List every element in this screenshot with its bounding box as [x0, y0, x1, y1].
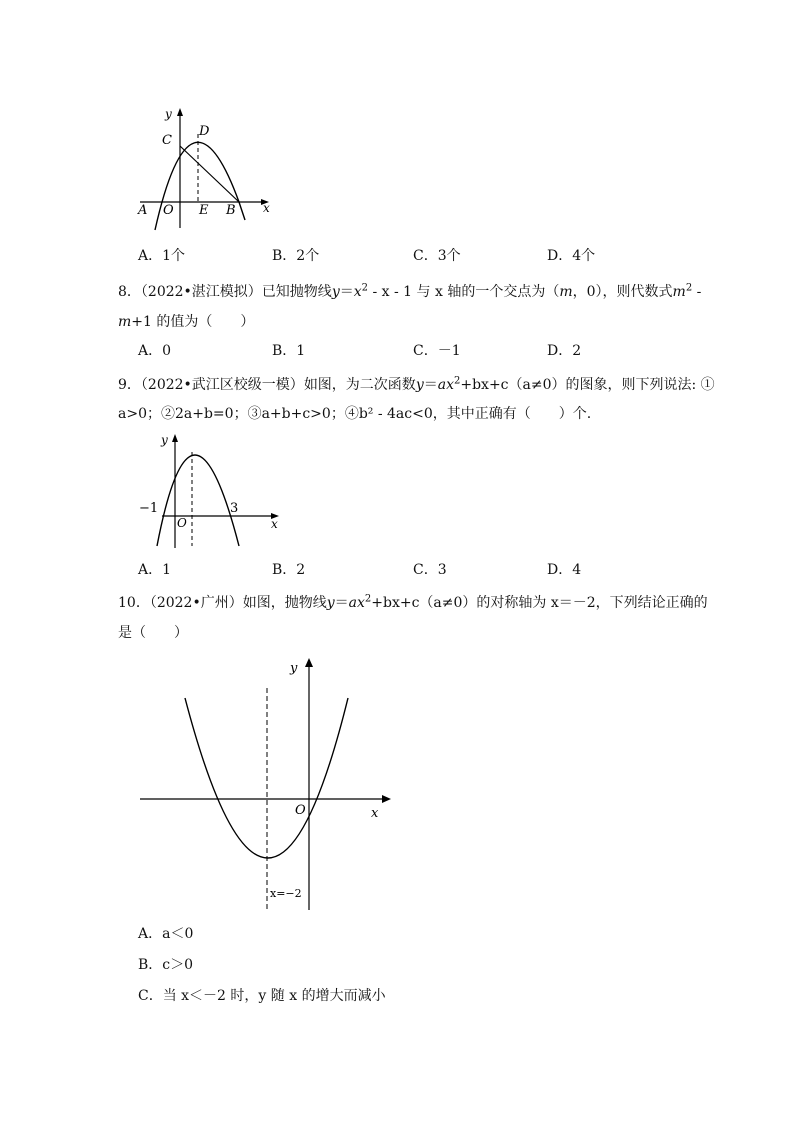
q10-option-c[interactable]: C．当 x＜－2 时，y 随 x 的增大而减小 — [138, 988, 386, 1004]
label-b: B — [226, 203, 236, 218]
q10-sup: 2 — [364, 593, 372, 605]
q8-stem-line1 — [118, 282, 701, 302]
q8-sup: 2 — [361, 282, 369, 294]
label-e: E — [199, 203, 209, 218]
q8-var-y: y — [331, 284, 340, 300]
q8-eq: ＝ — [339, 284, 354, 300]
label-x: x — [271, 517, 278, 531]
label-o: O — [177, 516, 187, 530]
label-o: O — [295, 803, 306, 818]
q10-text: 如图，抛物线 — [242, 595, 327, 611]
q9-option-a[interactable]: A．1 — [138, 562, 172, 578]
q8-eq-rest: - x - 1 与 x 轴的一个交点为（ — [368, 284, 560, 300]
q10-option-a[interactable]: A．a＜0 — [138, 926, 194, 942]
q10-eq: ＝ — [334, 595, 349, 611]
q9-stem-line1 — [118, 375, 715, 395]
q8-sup2: 2 — [685, 282, 693, 294]
q7-option-a[interactable]: A．1个 — [138, 248, 186, 264]
q10-ax: ax — [348, 595, 365, 611]
label-minus1: −1 — [139, 501, 159, 516]
q9-option-b[interactable]: B．2 — [272, 562, 306, 578]
q8-source: （2022•湛江模拟） — [140, 284, 262, 300]
q9-rest: +bx+c（a≠0）的图象，则下列说法: ① — [460, 377, 715, 393]
q8-line2-rest: +1 的值为（ ） — [131, 314, 255, 330]
q7-options — [138, 246, 698, 266]
label-x: x — [371, 806, 379, 821]
q8-option-c[interactable]: C．－1 — [413, 343, 461, 359]
q9-text: 如图，为二次函数 — [303, 377, 416, 393]
figure-q9-parabola — [135, 428, 285, 553]
label-c: C — [162, 133, 172, 148]
y-axis-arrow — [177, 108, 183, 116]
q10-number: 10． — [118, 595, 150, 611]
q8-number: 8． — [118, 284, 141, 300]
label-d: D — [199, 124, 210, 139]
q10-source: （2022•广州） — [149, 595, 243, 611]
label-o: O — [163, 203, 174, 218]
label-y: y — [165, 107, 172, 121]
q9-source: （2022•武江区校级一模） — [140, 377, 304, 393]
q10-rest: +bx+c（a≠0）的对称轴为 x＝－2，下列结论正确的 — [371, 595, 708, 611]
q10-var-y: y — [326, 595, 335, 611]
label-y: y — [161, 433, 168, 447]
q7-option-b[interactable]: B．2个 — [272, 248, 320, 264]
q9-option-d[interactable]: D．4 — [547, 562, 582, 578]
label-a: A — [138, 203, 148, 218]
q9-var-y: y — [415, 377, 424, 393]
label-axis-of-symmetry: x=−2 — [270, 887, 302, 900]
y-axis-arrow — [172, 434, 178, 442]
q8-dash: - — [692, 284, 702, 300]
q9-number: 9． — [118, 377, 141, 393]
label-x: x — [263, 201, 270, 215]
label-three: 3 — [230, 501, 239, 516]
q9-option-c[interactable]: C．3 — [413, 562, 447, 578]
segment-cb — [180, 146, 239, 202]
q8-option-d[interactable]: D．2 — [547, 343, 582, 359]
q10-stem-line1 — [118, 593, 708, 613]
q9-eq: ＝ — [423, 377, 438, 393]
q10-option-b[interactable]: B．c＞0 — [138, 957, 194, 973]
label-y: y — [290, 661, 298, 676]
q9-ax: ax — [437, 377, 454, 393]
q10-stem-line2: 是（ ） — [118, 625, 188, 641]
q9-options — [138, 560, 698, 580]
x-axis-arrow — [382, 795, 391, 803]
parabola-curve — [157, 455, 239, 546]
q8-option-b[interactable]: B．1 — [272, 343, 306, 359]
q8-options — [138, 341, 698, 361]
q8-var-m3: m — [118, 314, 132, 330]
figure-q7-parabola — [135, 100, 285, 235]
q8-var-m2: m — [672, 284, 686, 300]
q9-sup: 2 — [453, 375, 461, 387]
figure-q10-parabola — [135, 650, 400, 912]
q8-text2: ，0），则代数式 — [572, 284, 673, 300]
q8-var-m: m — [559, 284, 573, 300]
q7-option-d[interactable]: D．4个 — [547, 248, 596, 264]
q9-stem-line2: a>0；②2a+b=0；③a+b+c>0；④b² - 4ac<0，其中正确有（ ）个. — [118, 406, 592, 422]
q8-stem-line2 — [118, 312, 254, 332]
q8-var-x: x — [353, 284, 362, 300]
y-axis-arrow — [305, 658, 313, 667]
q8-option-a[interactable]: A．0 — [138, 343, 172, 359]
q8-text: 已知抛物线 — [261, 284, 332, 300]
q7-option-c[interactable]: C．3个 — [413, 248, 461, 264]
